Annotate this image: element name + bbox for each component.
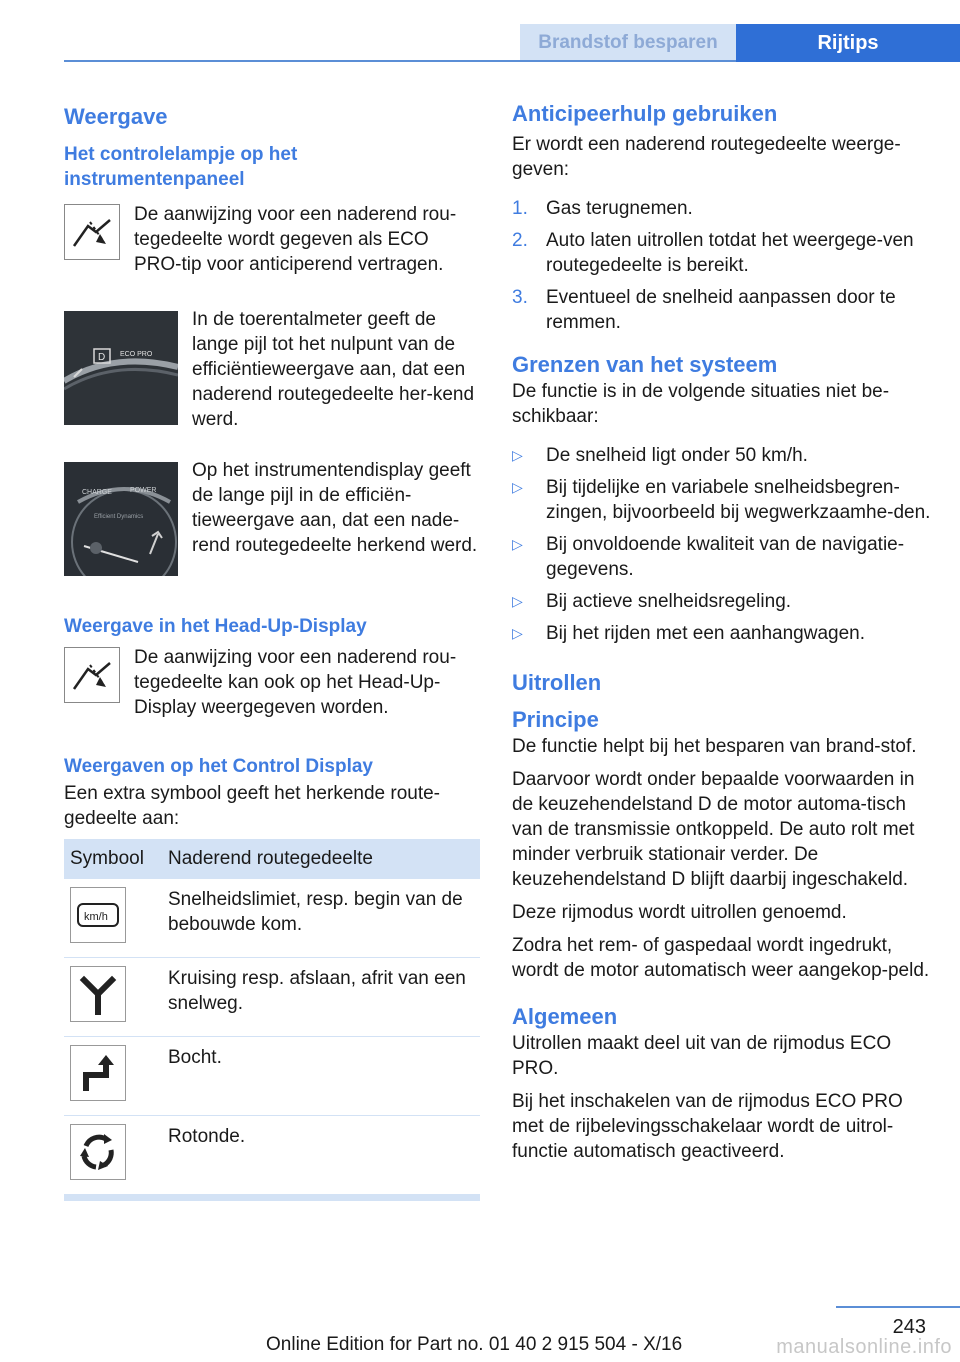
indicator-text: De aanwijzing voor een naderend rou‐tegedeelte wordt gegeven als ECO PRO‐tip voor anticiperend vertragen.: [134, 204, 457, 275]
watermark: manualsonline.info: [776, 1336, 952, 1358]
power-label: POWER: [130, 487, 157, 494]
table-header-row: [64, 839, 480, 879]
table-row: [64, 879, 480, 958]
heading-uitrollen: Uitrollen: [512, 670, 602, 695]
heading-anticipeerhulp: Anticipeerhulp gebruiken: [512, 101, 778, 126]
right-column: [512, 100, 932, 1172]
edition-text: Online Edition for Part no. 01 40 2 915 504 - X/16: [266, 1334, 683, 1355]
heading-principe: Principe: [512, 707, 599, 732]
principle-p4: Zodra het rem- of gaspedaal wordt ingedrukt, wordt de motor automatisch weer aangekop‐peld.: [512, 935, 930, 981]
header-chapter-tab: Rijtips: [736, 24, 960, 62]
table-row: [64, 958, 480, 1037]
curve-icon: [70, 1045, 126, 1101]
speed-limit-icon: [70, 887, 126, 943]
bullet-triangle-icon: ▷: [512, 479, 523, 495]
heading-controlelampje: Het controlelampje op het instrumentenpaneel: [64, 144, 298, 190]
table-row: [64, 1037, 480, 1116]
heading-control-display: Weergaven op het Control Display: [64, 756, 373, 777]
list-item: 2. Auto laten uitrollen totdat het weergege‐ven routegedeelte is bereikt.: [512, 230, 914, 276]
heading-hud: Weergave in het Head-Up-Display: [64, 616, 367, 637]
svg-text:km/h: km/h: [84, 911, 108, 923]
principle-p1: De functie helpt bij het besparen van brand‐stof.: [512, 736, 917, 757]
list-item: 1. Gas terugnemen.: [512, 198, 693, 219]
tachometer-text: In de toerentalmeter geeft de lange pijl tot het nulpunt van de efficiëntieweergave aan, dat een naderend routegedeelte her‐kend werd.: [192, 309, 475, 430]
limits-list: [512, 443, 932, 646]
table-header-symbol: Symbool: [64, 839, 162, 879]
instrument-display-row: [64, 458, 480, 576]
junction-icon: [70, 966, 126, 1022]
instrument-display-photo: [64, 462, 178, 576]
tachometer-row: [64, 307, 480, 432]
hud-row: [64, 645, 480, 720]
list-item: 3. Eventueel de snelheid aanpassen door te remmen.: [512, 287, 896, 333]
principle-p3: Deze rijmodus wordt uitrollen genoemd.: [512, 902, 847, 923]
list-item: ▷ De snelheid ligt onder 50 km/h.: [512, 445, 808, 466]
bullet-triangle-icon: ▷: [512, 593, 523, 609]
header-section-title: Brandstof besparen: [520, 24, 736, 60]
hud-indicator-icon: [64, 647, 120, 703]
steps-list: [512, 196, 932, 335]
heading-algemeen: Algemeen: [512, 1004, 618, 1029]
gear-label: D: [98, 352, 106, 363]
list-item: ▷ Bij het rijden met een aanhangwagen.: [512, 623, 866, 644]
bullet-triangle-icon: ▷: [512, 447, 523, 463]
principle-p2: Daarvoor wordt onder bepaalde voorwaarden in de keuzehendelstand D de motor automa‐tisch van de transmissie ontkoppeld. De auto rolt met minder verbruik stationair verder. De keuzehendelstand D blijft daarbij ingeschakeld.: [512, 769, 915, 890]
symbol-table: [64, 839, 480, 1195]
table-cell-text: Kruising resp. afslaan, afrit van een snelweg.: [162, 958, 480, 1037]
list-item: ▷ Bij onvoldoende kwaliteit van de navigatie‐gegevens.: [512, 534, 905, 580]
roundabout-icon: [70, 1124, 126, 1180]
anticipeerhulp-intro: Er wordt een naderend routegedeelte weerge‐geven:: [512, 134, 901, 180]
instrument-display-text: Op het instrumentendisplay geeft de lange pijl in de efficiën‐tieweergave aan, dat een nade‐rend routegedeelte herkend werd.: [192, 460, 478, 556]
mode-label: ECO PRO: [120, 351, 153, 358]
general-p1: Uitrollen maakt deel uit van de rijmodus ECO PRO.: [512, 1033, 892, 1079]
list-item: ▷ Bij tijdelijke en variabele snelheidsbegren‐zingen, bijvoorbeeld bij wegwerkzaamhe‐den.: [512, 477, 931, 523]
dynamics-label: Efficient Dynamics: [94, 514, 144, 520]
table-row: [64, 1116, 480, 1195]
heading-weergave: Weergave: [64, 104, 168, 129]
page-number: 243: [892, 1316, 926, 1338]
indicator-row: [64, 202, 480, 277]
table-header-section: Naderend routegedeelte: [162, 839, 480, 879]
table-end-bar: [64, 1195, 480, 1201]
hud-text: De aanwijzing voor een naderend rou‐tegedeelte kan ook op het Head-Up-Display weergegeven worden.: [134, 647, 457, 718]
table-cell-text: Rotonde.: [162, 1116, 480, 1195]
control-display-intro: Een extra symbool geeft het herkende route‐gedeelte aan:: [64, 783, 441, 829]
tachometer-photo: [64, 311, 178, 425]
table-cell-text: Bocht.: [162, 1037, 480, 1116]
general-p2: Bij het inschakelen van de rijmodus ECO PRO met de rijbelevingsschakelaar wordt de uitrol‐functie automatisch geactiveerd.: [512, 1091, 903, 1162]
bullet-triangle-icon: ▷: [512, 536, 523, 552]
table-cell-text: Snelheidslimiet, resp. begin van de bebouwde kom.: [162, 879, 480, 958]
list-item: ▷ Bij actieve snelheidsregeling.: [512, 591, 792, 612]
charge-label: CHARGE: [82, 489, 112, 496]
footer-rule: [836, 1306, 960, 1308]
limits-intro: De functie is in de volgende situaties niet be‐schikbaar:: [512, 381, 890, 427]
left-column: [64, 100, 480, 1201]
bullet-triangle-icon: ▷: [512, 625, 523, 641]
heading-grenzen: Grenzen van het systeem: [512, 352, 778, 377]
anticipation-indicator-icon: [64, 204, 120, 260]
